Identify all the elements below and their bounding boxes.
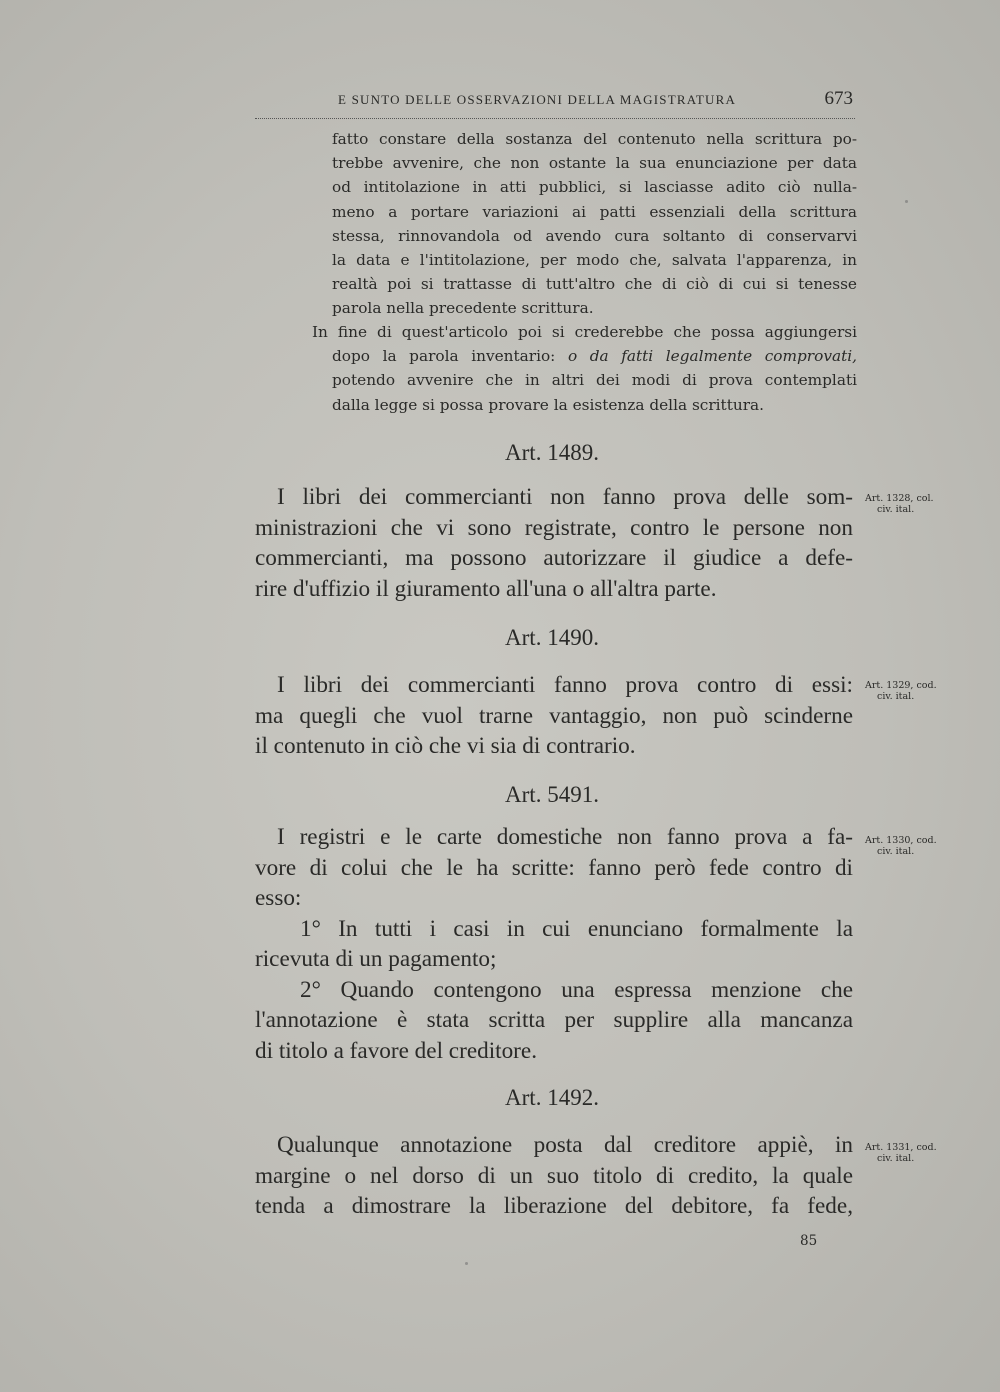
paper-speck	[465, 1262, 468, 1265]
article-line: ma quegli che vuol trarne vantaggio, non può scinderne	[255, 702, 853, 729]
margin-reference-line: Art. 1328, col.	[865, 493, 934, 504]
note-text: dopo la parola inventario:	[332, 347, 556, 366]
margin-reference-line: Art. 1330, cod.	[865, 835, 937, 846]
article-body	[255, 670, 853, 762]
article-line: esso:	[255, 885, 302, 911]
note-line: parola nella precedente scrittura.	[332, 299, 594, 318]
article-line: I registri e le carte domestiche non fanno prova a fa-	[277, 824, 853, 850]
note-line: meno a portare variazioni ai patti essenziali della scrittura	[332, 202, 857, 221]
article-line: margine o nel dorso di un suo titolo di credito, la quale	[255, 1162, 853, 1189]
margin-reference	[865, 680, 965, 702]
note-paragraph-1	[332, 127, 857, 321]
note-line: od intitolazione in atti pubblici, si lasciasse adito ciò nulla-	[332, 178, 857, 197]
article-line: ministrazioni che vi sono registrate, contro le persone non	[255, 514, 853, 541]
running-title: E SUNTO DELLE OSSERVAZIONI DELLA MAGISTRATURA	[338, 92, 737, 107]
margin-reference-line: Art. 1329, cod.	[865, 680, 937, 691]
signature-mark: 85	[800, 1233, 818, 1249]
article-line: commercianti, ma possono autorizzare il giudice a defe-	[255, 545, 853, 571]
margin-reference-line: Art. 1331, cod.	[865, 1142, 937, 1153]
margin-reference	[865, 1142, 965, 1164]
margin-reference-line: civ. ital.	[877, 1153, 915, 1164]
margin-reference	[865, 493, 965, 515]
note-line: In fine di quest'articolo poi si crederebbe che possa aggiungersi	[312, 323, 857, 341]
note-line: stessa, rinnovandola od avendo cura soltanto di conservarvi	[332, 226, 857, 245]
article-body	[255, 482, 853, 604]
article-heading: Art. 1492.	[505, 1085, 599, 1110]
article-line: 1° In tutti i casi in cui enunciano formalmente la	[300, 915, 853, 942]
article-heading: Art. 1489.	[505, 440, 599, 465]
article-heading: Art. 5491.	[505, 782, 599, 807]
note-line: realtà poi si trattasse di tutt'altro che di ciò di cui si tenesse	[332, 275, 857, 294]
note-line: la data e l'intitolazione, per modo che, salvata l'apparenza, in	[332, 251, 857, 270]
article-line: 2° Quando contengono una espressa menzione che	[300, 976, 853, 1003]
article-line: Qualunque annotazione posta dal creditore appiè, in	[277, 1132, 853, 1158]
page-number: 673	[824, 88, 853, 109]
article-heading: Art. 1490.	[505, 625, 599, 650]
article-line: l'annotazione è stata scritta per supplire alla mancanza	[255, 1007, 853, 1033]
margin-reference-line: civ. ital.	[877, 691, 915, 702]
note-italic-insertion: o da fatti legalmente comprovati,	[567, 347, 857, 366]
article-line: di titolo a favore del creditore.	[255, 1037, 537, 1064]
article-body	[255, 1130, 853, 1222]
margin-reference-line: civ. ital.	[877, 846, 915, 857]
article-line: I libri dei commercianti non fanno prova delle som-	[277, 484, 853, 510]
article-line: I libri dei commercianti fanno prova contro di essi:	[277, 672, 853, 698]
note-line: dalla legge si possa provare la esistenza della scrittura.	[332, 395, 765, 414]
article-line: ricevuta di un pagamento;	[255, 946, 497, 972]
note-line: fatto constare della sostanza del contenuto nella scrittura po-	[332, 130, 857, 148]
margin-reference	[865, 835, 965, 857]
article-line: tenda a dimostrare la liberazione del debitore, fa fede,	[255, 1193, 853, 1219]
note-line: trebbe avvenire, che non ostante la sua enunciazione per data	[332, 154, 857, 173]
article-body	[255, 822, 853, 1066]
margin-reference-line: civ. ital.	[877, 504, 915, 515]
note-line-with-italic	[332, 344, 857, 368]
note-paragraph-2	[312, 320, 857, 417]
note-line: potendo avvenire che in altri dei modi di prova contemplati	[332, 371, 857, 390]
article-line: il contenuto in ciò che vi sia di contrario.	[255, 733, 636, 759]
article-line: vore di colui che le ha scritte: fanno però fede contro di	[255, 854, 853, 881]
article-line: rire d'uffizio il giuramento all'una o all'altra parte.	[255, 575, 717, 602]
running-header	[255, 88, 855, 119]
paper-speck	[905, 200, 908, 203]
